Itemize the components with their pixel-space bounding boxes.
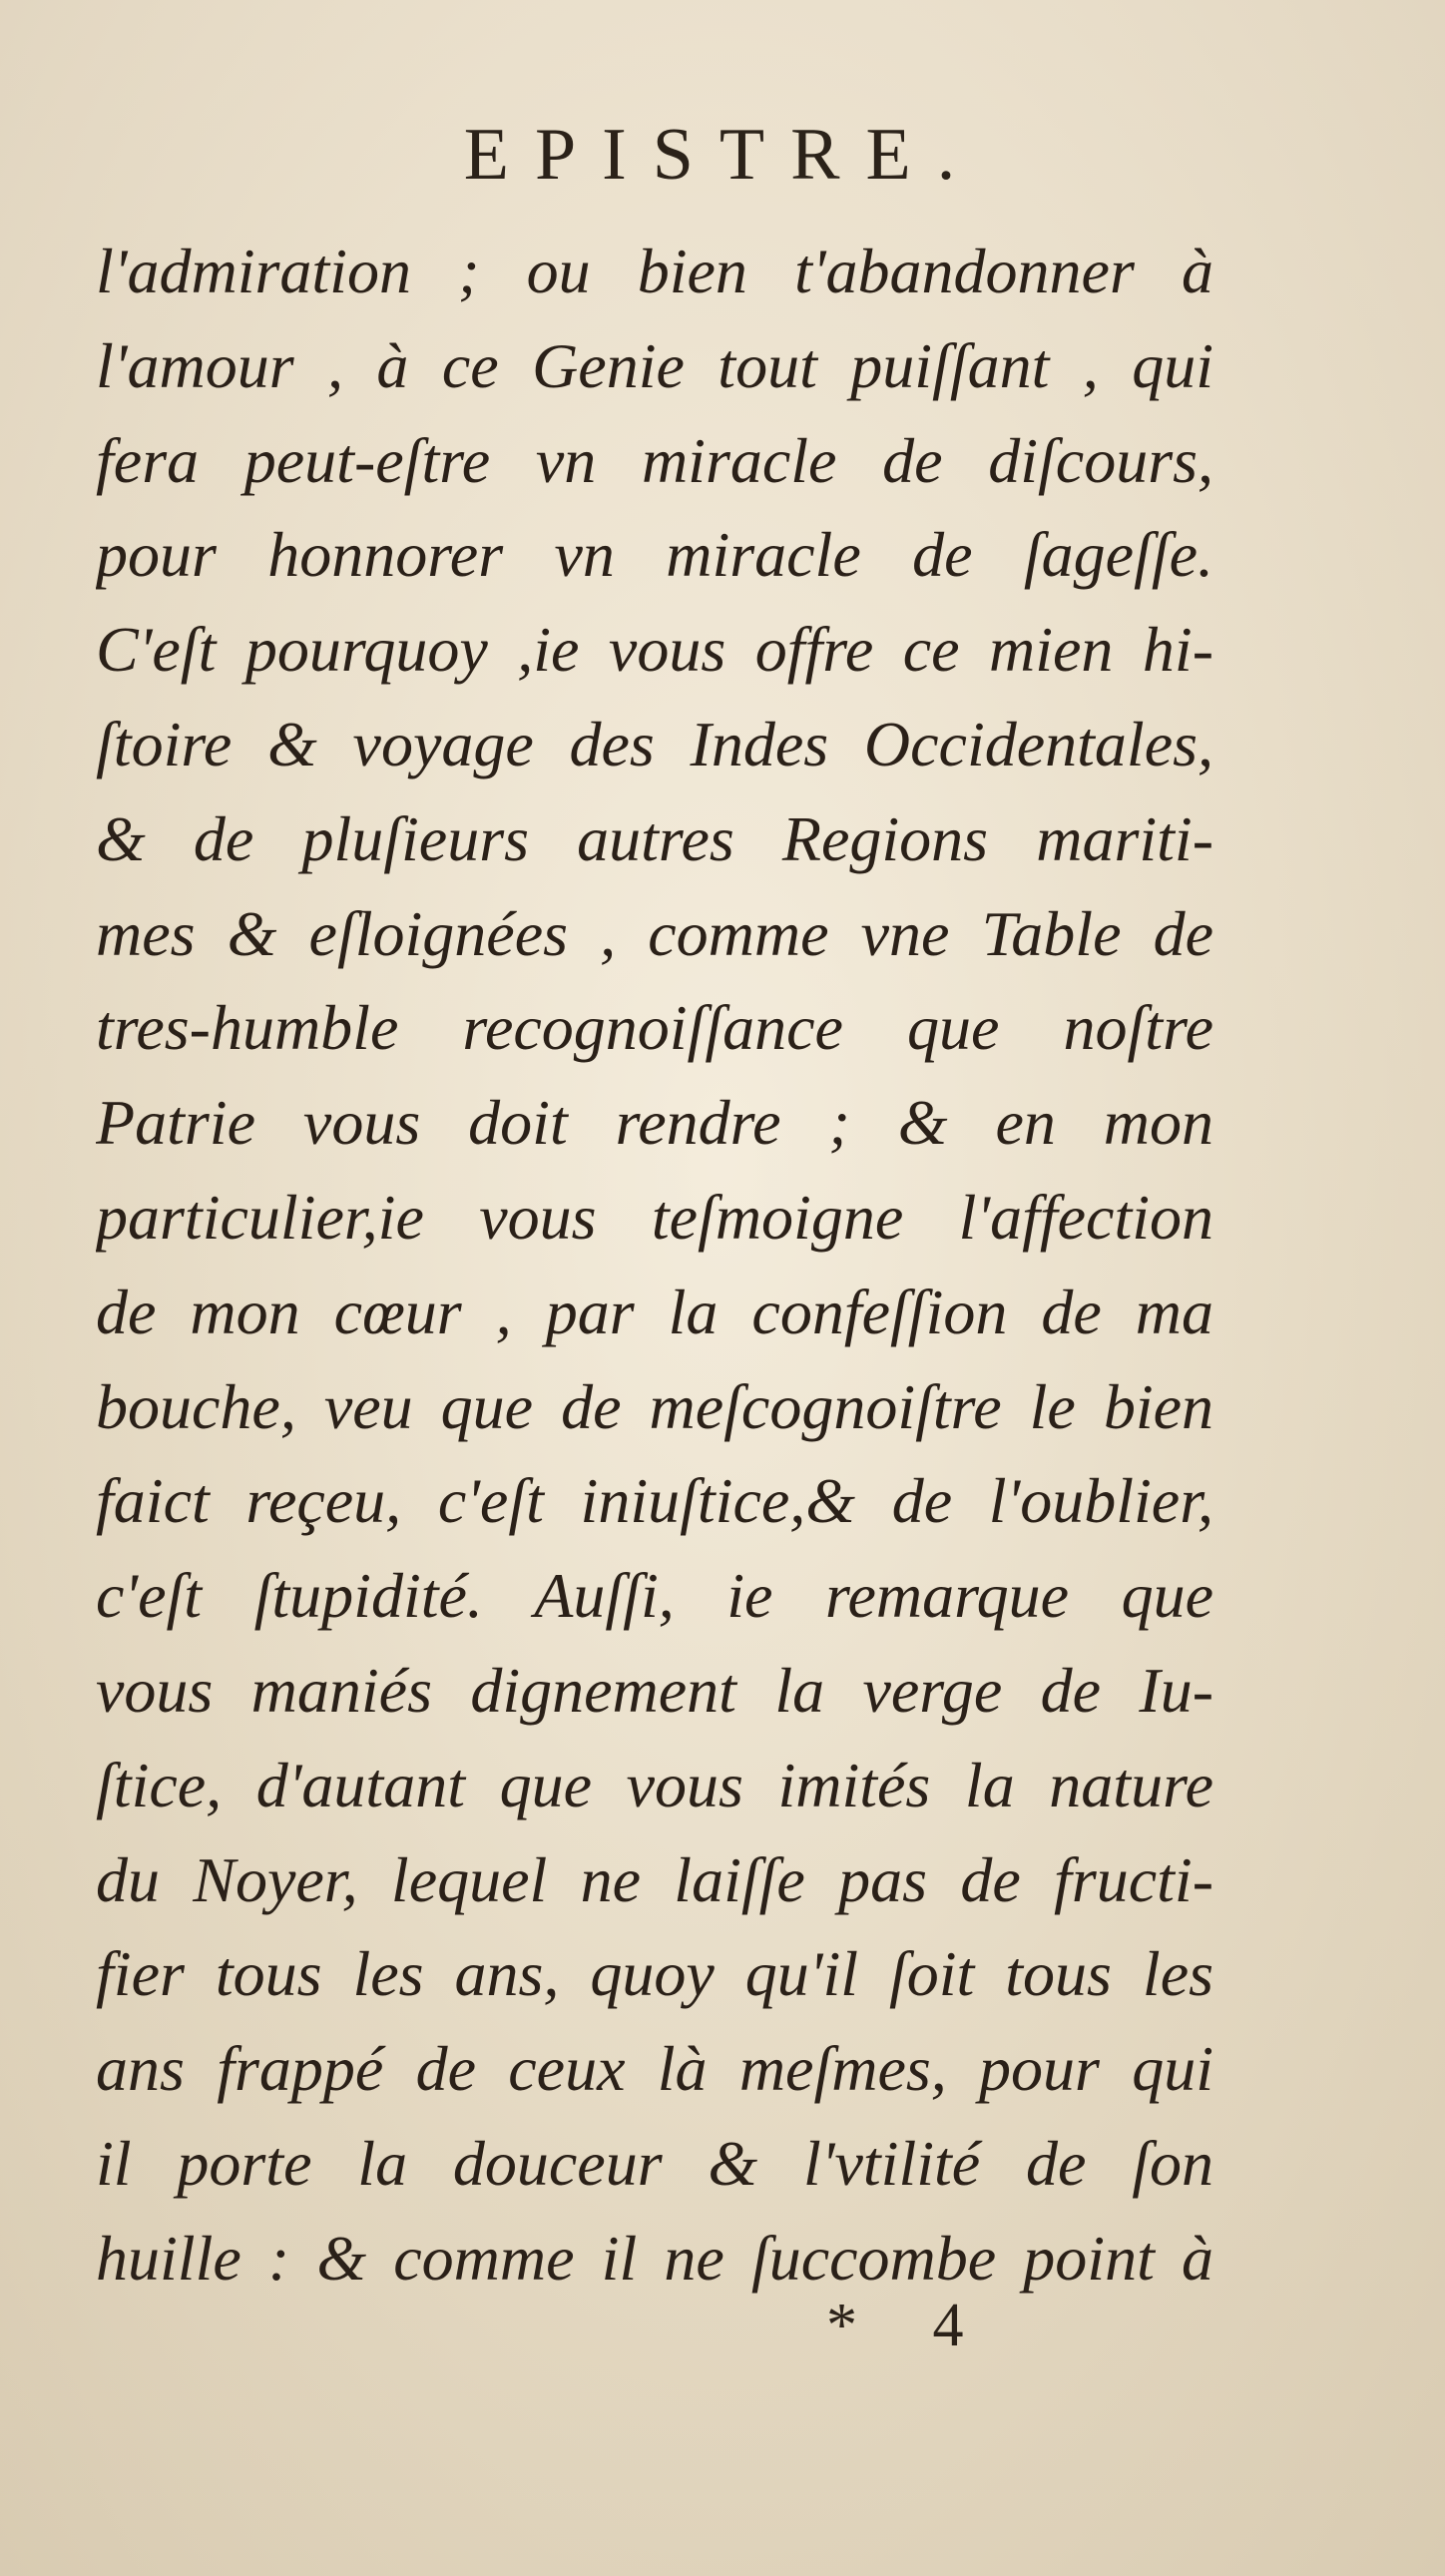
text-line: c'eſt ſtupidité. Auſſi, ie remarque que bbox=[96, 1560, 1213, 1632]
text-line: ſtice, d'autant que vous imités la nature bbox=[96, 1749, 1213, 1820]
text-line: de mon cœur , par la confeſſion de ma bbox=[96, 1276, 1213, 1347]
text-line: huille : & comme il ne ſuccombe point à bbox=[96, 2222, 1213, 2294]
text-line: & de pluſieurs autres Regions mariti- bbox=[96, 802, 1213, 874]
text-line: il porte la douceur & l'vtilité de ſon bbox=[96, 2127, 1213, 2199]
text-line: vous maniés dignement la verge de Iu- bbox=[96, 1654, 1213, 1726]
text-line: l'admiration ; ou bien t'abandonner à bbox=[96, 236, 1213, 306]
text-line: tres-humble recognoiſſance que noſtre bbox=[96, 992, 1213, 1064]
text-line: l'amour , à ce Genie tout puiſſant , qui bbox=[96, 329, 1213, 401]
text-line: bouche, veu que de meſcognoiſtre le bien bbox=[96, 1370, 1213, 1442]
text-line: mes & eſloignées , comme vne Table de bbox=[96, 897, 1213, 969]
text-line: ſtoire & voyage des Indes Occidentales, bbox=[96, 708, 1213, 779]
page-body-text bbox=[96, 225, 1213, 2307]
text-line: pour honnorer vn miracle de ſageſſe. bbox=[96, 519, 1213, 591]
text-line: fera peut-eſtre vn miracle de diſcours, bbox=[96, 424, 1213, 496]
text-line: fier tous les ans, quoy qu'il ſoit tous les bbox=[96, 1938, 1213, 2010]
page-header: EPISTRE. bbox=[463, 114, 982, 196]
text-line: du Noyer, lequel ne laiſſe pas de fructi- bbox=[96, 1843, 1213, 1915]
signature-mark: * 4 bbox=[826, 2292, 994, 2359]
text-line: Patrie vous doit rendre ; & en mon bbox=[96, 1087, 1213, 1159]
text-line: faict reçeu, c'eſt iniuſtice,& de l'oublier, bbox=[96, 1465, 1213, 1537]
text-line: C'eſt pourquoy ,ie vous offre ce mien hi- bbox=[96, 614, 1213, 686]
text-line: particulier,ie vous teſmoigne l'affection bbox=[96, 1181, 1213, 1253]
text-line: ans frappé de ceux là meſmes, pour qui bbox=[96, 2033, 1213, 2105]
